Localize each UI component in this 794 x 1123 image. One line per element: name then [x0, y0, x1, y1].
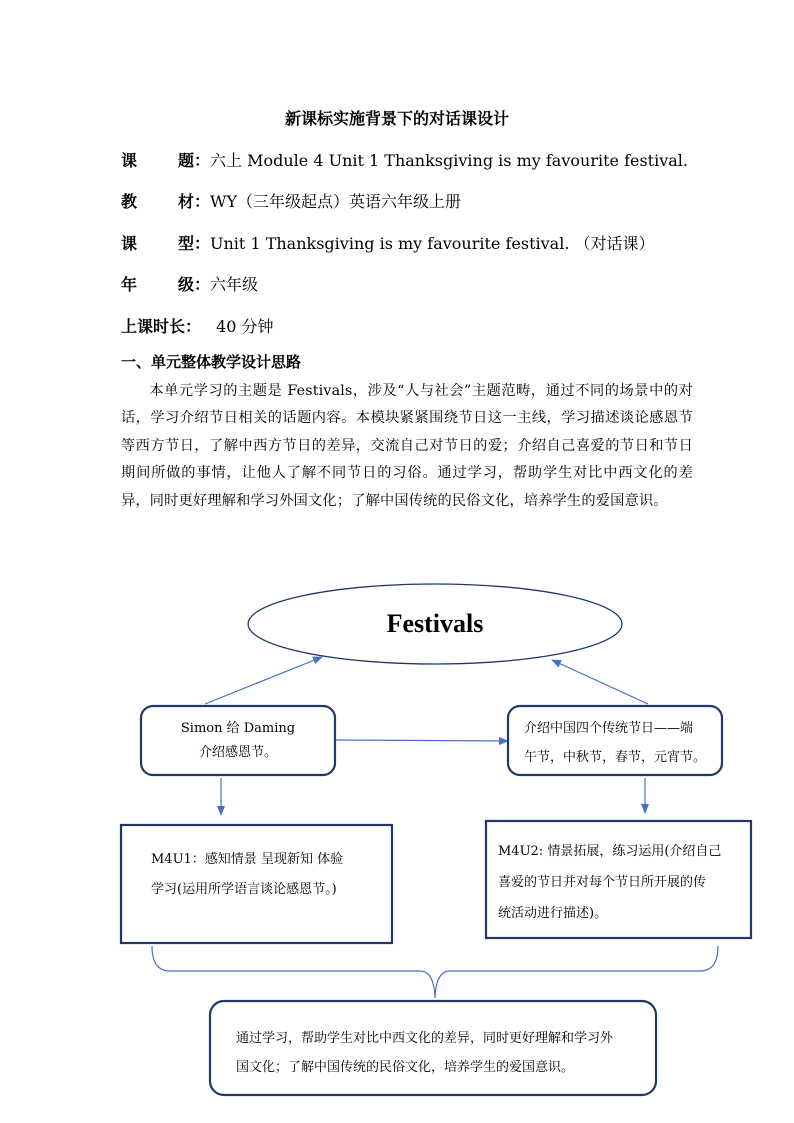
right-box-line2: 午节，中秋节，春节，元宵节。: [524, 750, 707, 765]
summary-text: [236, 1024, 648, 1082]
left-detail-line2: 学习(运用所学语言谈论感恩节。): [151, 882, 337, 897]
info-label-2: 型：: [178, 234, 211, 253]
arrow-left-to-center: [205, 657, 322, 704]
info-label: 年: [121, 275, 138, 294]
summary-line1: 通过学习，帮助学生对比中西文化的差异，同时更好理解和学习外: [236, 1031, 614, 1046]
info-label: 课: [121, 234, 138, 253]
arrow-right-to-center: [552, 660, 648, 704]
left-box-line2: 介绍感恩节。: [198, 745, 277, 760]
right-detail-line3: 统活动进行描述)。: [498, 906, 608, 921]
left-box-line1: Simon 给 Daming: [180, 721, 296, 736]
right-detail-text: [498, 836, 744, 929]
duration-label: 上课时长：: [121, 317, 202, 336]
info-label: 课: [121, 151, 138, 170]
left-detail-text: [151, 845, 387, 905]
right-detail-line1: M4U2: 情景拓展，练习运用(介绍自己: [498, 844, 722, 859]
right-box-text: [524, 714, 720, 772]
info-label: 教: [121, 192, 138, 211]
right-box-line1: 介绍中国四个传统节日——端: [524, 721, 694, 736]
left-box-text: [141, 717, 335, 765]
document-title: 新课标实施背景下的对话课设计: [284, 109, 509, 128]
info-label-2: 题：: [178, 151, 211, 170]
bracket: [152, 946, 718, 998]
body-paragraph: 本单元学习的主题是 Festivals，涉及“人与社会”主题范畴，通过不同的场景中的对话，学习介绍节日相关的话题内容。本模块紧紧围绕节日这一主线，学习描述谈论感恩节等西方节日，了解中西方节日的差异，交流自己对节日的爱；介绍自己喜爱的节日和节日期间所做的事情，让他人了解不同节日的习俗。通过学习，帮助学生对比中西文化的差异，同时更好理解和学习外国文化；了解中国传统的民俗文化，培养学生的爱国意识。: [121, 383, 693, 509]
duration-value: 40 分钟: [216, 317, 274, 336]
festivals-title: Festivals: [386, 609, 484, 638]
arrow-left-to-right: [336, 740, 508, 741]
left-detail-line1: M4U1：感知情景 呈现新知 体验: [151, 852, 344, 867]
info-label-2: 材：: [178, 192, 211, 211]
right-detail-line2: 喜爱的节日并对每个节日所开展的传: [498, 875, 707, 890]
info-value: 六上 Module 4 Unit 1 Thanksgiving is my favourite festival.: [210, 151, 688, 170]
info-value: 六年级: [210, 275, 259, 294]
section-heading: 一、单元整体教学设计思路: [121, 353, 302, 371]
info-value: Unit 1 Thanksgiving is my favourite festival. （对话课）: [210, 234, 655, 253]
summary-line2: 国文化；了解中国传统的民俗文化，培养学生的爱国意识。: [236, 1060, 575, 1075]
info-label-2: 级：: [178, 275, 211, 294]
info-value: WY（三年级起点）英语六年级上册: [210, 192, 462, 211]
